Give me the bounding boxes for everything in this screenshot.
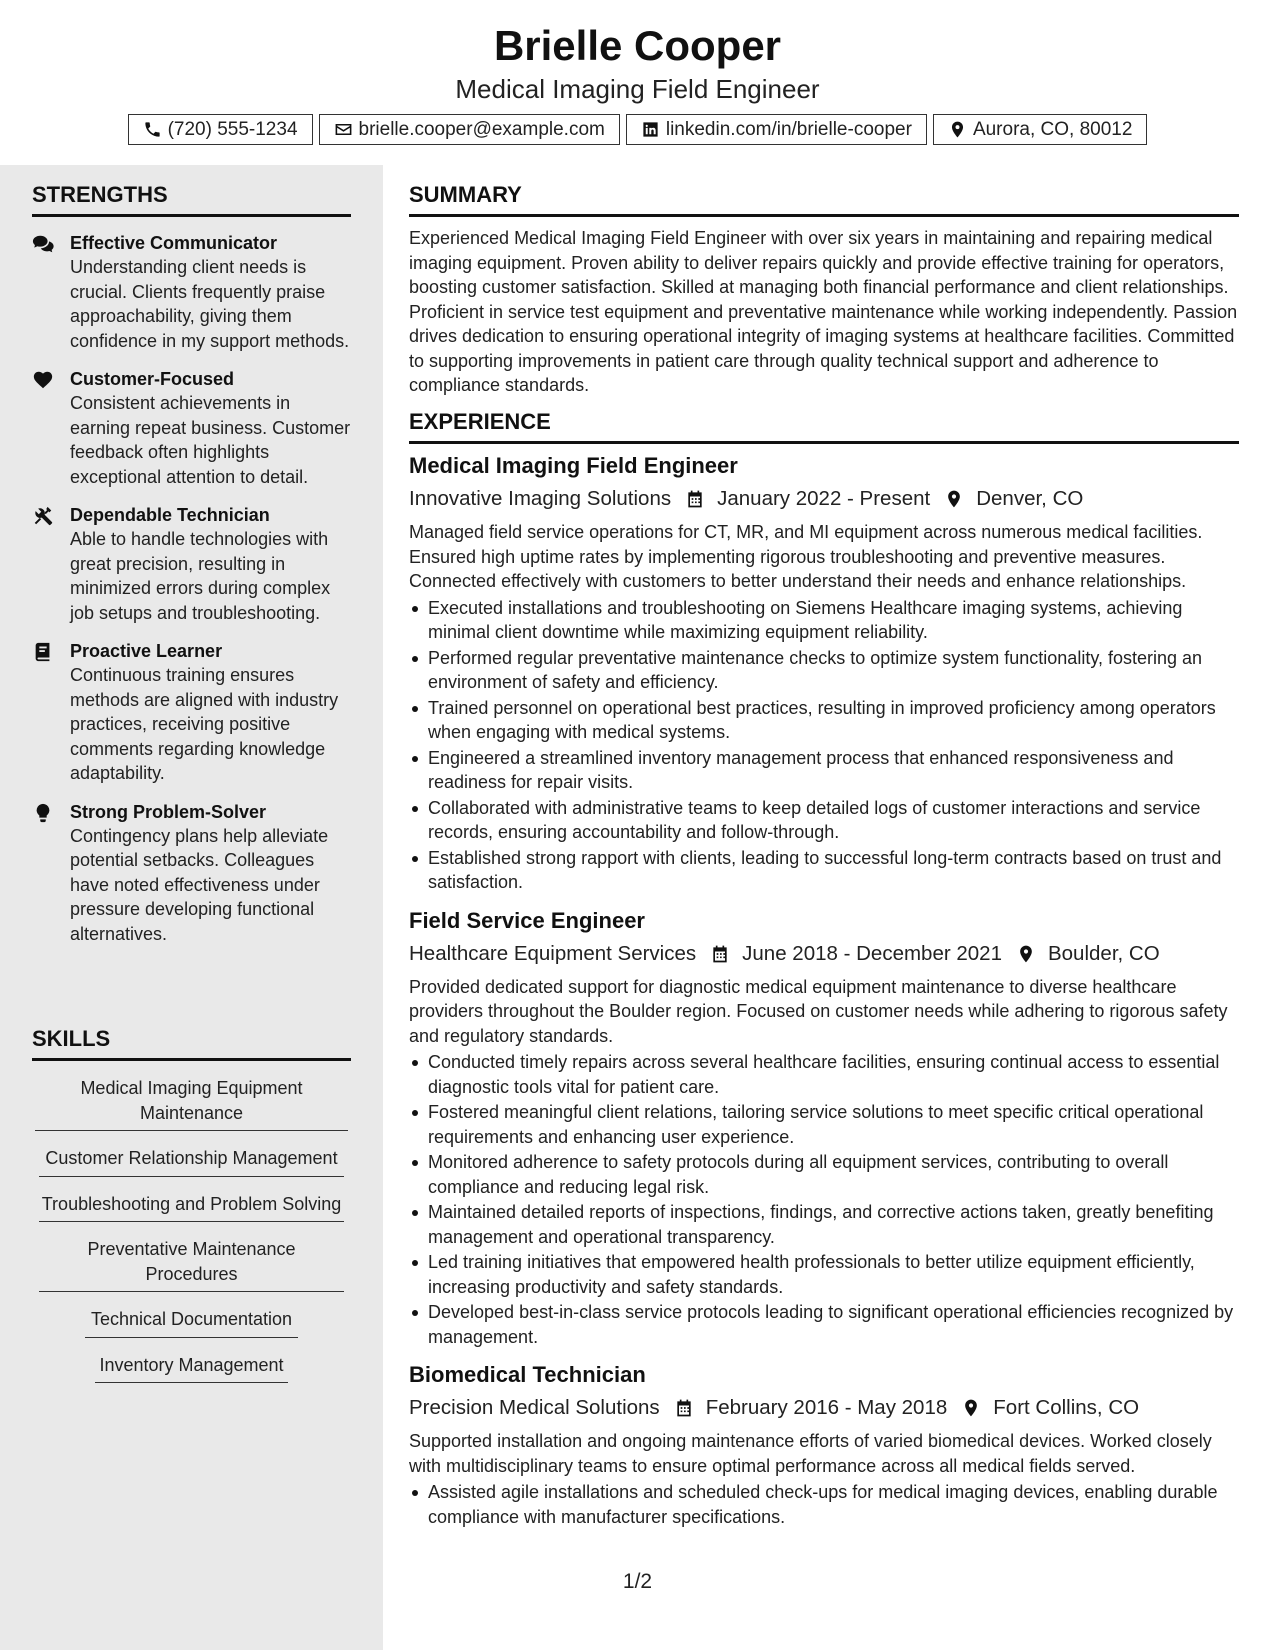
lightbulb-icon	[32, 802, 54, 824]
job-bullets	[409, 1480, 1239, 1529]
strength-item	[32, 503, 351, 625]
strength-description: Able to handle technologies with great precision, resulting in minimized errors during complex job setups and troubleshooting.	[70, 529, 331, 623]
job-bullet: Assisted agile installations and scheduled check-ups for medical imaging devices, enabling durable compliance with manufacturer specifications.	[409, 1480, 1239, 1529]
skills-heading: SKILLS	[32, 1026, 351, 1061]
strength-item	[32, 800, 351, 947]
job-bullets	[409, 596, 1239, 895]
candidate-name: Brielle Cooper	[493, 22, 782, 69]
job-title: Biomedical Technician	[409, 1362, 646, 1387]
strength-item	[32, 639, 351, 786]
job-description: Supported installation and ongoing maintenance efforts of varied biomedical devices. Worked closely with multidisciplinary teams to ensure optimal performance across all medical fields served.	[409, 1431, 1212, 1476]
tools-icon	[32, 505, 54, 527]
skill-item: Troubleshooting and Problem Solving	[39, 1192, 344, 1223]
job-company: Precision Medical Solutions	[409, 1396, 660, 1419]
job-bullet: Fostered meaningful client relations, tailoring service solutions to meet specific critical operational requirements and enhancing user experience.	[409, 1100, 1239, 1149]
job-description: Managed field service operations for CT, MR, and MI equipment across numerous medical facilities. Ensured high uptime rates by implementing rigorous troubleshooting and preventive measures. Connected effectively with customers to better understand their needs and enhance relationships.	[409, 522, 1203, 591]
job-company: Healthcare Equipment Services	[409, 941, 697, 965]
job-bullet: Executed installations and troubleshooting on Siemens Healthcare imaging systems, achieving minimal client downtime while maximizing equipment reliability.	[409, 596, 1239, 645]
strengths-section	[32, 182, 351, 946]
sidebar	[0, 165, 383, 1650]
job-bullets	[409, 1050, 1239, 1349]
job-bullet: Established strong rapport with clients, leading to successful long-term contracts based on trust and satisfaction.	[409, 846, 1239, 895]
job-bullet: Engineered a streamlined inventory management process that enhanced responsiveness and readiness for repair visits.	[409, 746, 1239, 795]
job-entry	[409, 452, 1239, 895]
book-icon	[32, 641, 54, 663]
job-meta	[409, 486, 1239, 512]
strength-title: Effective Communicator	[70, 233, 278, 253]
strength-item	[32, 367, 351, 489]
location-icon	[948, 120, 967, 139]
job-bullet: Monitored adherence to safety protocols during all equipment services, contributing to overall compliance and reducing legal risk.	[409, 1150, 1239, 1199]
resume-header	[0, 0, 1275, 165]
job-bullet: Maintained detailed reports of inspections, findings, and corrective actions taken, greatly benefiting management and operational transparency.	[409, 1200, 1239, 1249]
contact-linkedin[interactable]	[626, 114, 927, 145]
job-location: Fort Collins, CO	[993, 1396, 1140, 1419]
location-text: Aurora, CO, 80012	[972, 118, 1133, 140]
strength-description: Continuous training ensures methods are aligned with industry practices, receiving positive comments regarding knowledge adaptability.	[70, 665, 339, 783]
contact-email[interactable]	[319, 114, 620, 145]
job-dates: June 2018 - December 2021	[742, 941, 1002, 965]
strengths-heading: STRENGTHS	[32, 182, 351, 217]
job-entry	[409, 1361, 1239, 1529]
job-location: Denver, CO	[976, 487, 1084, 510]
strength-title: Customer-Focused	[70, 369, 235, 389]
page-number: 1/2	[622, 1570, 653, 1593]
email-text: brielle.cooper@example.com	[358, 118, 605, 140]
job-bullet: Developed best-in-class service protocols leading to significant operational efficiencies recognized by management.	[409, 1300, 1239, 1349]
strength-title: Dependable Technician	[70, 505, 270, 525]
job-meta	[409, 1395, 1239, 1421]
location-icon	[1016, 944, 1036, 964]
envelope-icon	[334, 120, 353, 139]
job-dates: January 2022 - Present	[717, 487, 931, 510]
job-title: Field Service Engineer	[409, 907, 645, 933]
contact-bar	[0, 114, 1275, 145]
calendar-icon	[685, 489, 705, 509]
experience-section	[409, 409, 1239, 1530]
skill-item: Inventory Management	[95, 1353, 288, 1384]
job-location: Boulder, CO	[1047, 941, 1160, 965]
comments-icon	[32, 233, 54, 255]
job-company: Innovative Imaging Solutions	[409, 487, 672, 510]
job-entry	[409, 907, 1239, 1350]
job-meta	[409, 941, 1239, 967]
contact-phone[interactable]	[128, 114, 313, 145]
candidate-title: Medical Imaging Field Engineer	[455, 74, 820, 104]
skill-item: Technical Documentation	[85, 1307, 298, 1338]
strength-title: Proactive Learner	[70, 641, 223, 661]
skill-item: Preventative Maintenance Procedures	[39, 1237, 344, 1292]
job-bullet: Conducted timely repairs across several healthcare facilities, ensuring continual access to essential diagnostic tools vital for patient care.	[409, 1050, 1239, 1099]
summary-section	[409, 182, 1239, 398]
linkedin-text: linkedin.com/in/brielle-cooper	[665, 118, 912, 140]
experience-heading: EXPERIENCE	[409, 409, 1239, 444]
phone-text: (720) 555-1234	[167, 118, 298, 140]
location-icon	[961, 1398, 981, 1418]
job-bullet: Led training initiatives that empowered health professionals to better utilize equipment efficiently, increasing productivity and safety standards.	[409, 1250, 1239, 1299]
contact-location[interactable]	[933, 114, 1147, 145]
heart-icon	[32, 369, 54, 391]
job-bullet: Performed regular preventative maintenance checks to optimize system functionality, fostering an environment of safety and efficiency.	[409, 646, 1239, 695]
strength-description: Consistent achievements in earning repeat business. Customer feedback often highlights exceptional attention to detail.	[70, 393, 351, 487]
skill-item: Customer Relationship Management	[39, 1146, 344, 1177]
job-bullet: Trained personnel on operational best practices, resulting in improved proficiency among operators when engaging with medical systems.	[409, 696, 1239, 745]
strength-item	[32, 231, 351, 353]
location-icon	[944, 489, 964, 509]
strength-title: Strong Problem-Solver	[70, 801, 267, 822]
main-content	[383, 165, 1275, 1650]
summary-text: Experienced Medical Imaging Field Engineer with over six years in maintaining and repairing medical imaging equipment. Proven ability to deliver repairs quickly and provide effective training for operators, boosting customer satisfaction. Skilled at managing both financial performance and client relationships. Proficient in service test equipment and preventative maintenance while working independently. Passion drives dedication to ensuring operational integrity of imaging systems at healthcare facilities. Committed to supporting improvements in patient care through quality technical support and adherence to compliance standards.	[409, 228, 1238, 395]
strength-description: Contingency plans help alleviate potential setbacks. Colleagues have noted effectiveness under pressure developing functional alternatives.	[70, 825, 329, 944]
calendar-icon	[674, 1398, 694, 1418]
job-dates: February 2016 - May 2018	[705, 1396, 948, 1419]
phone-icon	[143, 120, 162, 139]
summary-heading: SUMMARY	[409, 182, 1239, 217]
job-bullet: Collaborated with administrative teams to keep detailed logs of customer interactions and service records, ensuring accountability and follow-through.	[409, 796, 1239, 845]
job-title: Medical Imaging Field Engineer	[409, 453, 738, 478]
strength-description: Understanding client needs is crucial. Clients frequently praise approachability, giving them confidence in my support methods.	[70, 257, 350, 351]
linkedin-icon	[641, 120, 660, 139]
calendar-icon	[710, 944, 730, 964]
skill-item: Medical Imaging Equipment Maintenance	[35, 1076, 348, 1131]
job-description: Provided dedicated support for diagnostic medical equipment maintenance to diverse healthcare providers throughout the Boulder region. Focused on customer needs while adhering to rigorous safety and regulatory standards.	[409, 976, 1228, 1046]
skills-section	[32, 1026, 351, 1383]
